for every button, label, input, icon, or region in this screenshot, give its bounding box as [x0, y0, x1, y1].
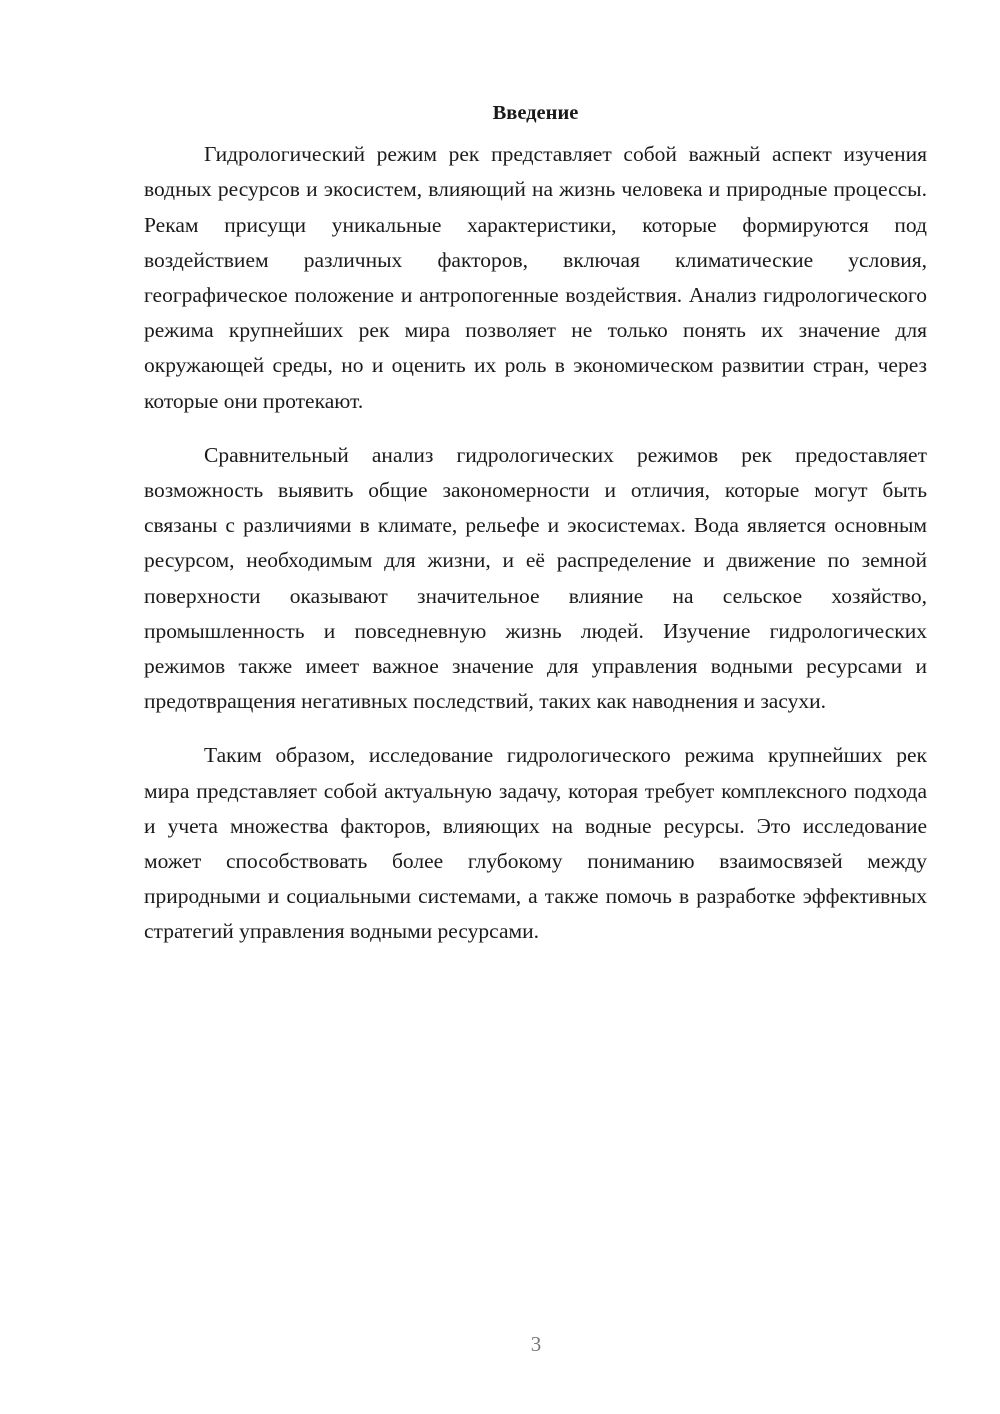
- paragraph-3: Таким образом, исследование гидрологического режима крупнейших рек мира представляет собой актуальную задачу, которая требует комплексного подхода и учета множества факторов, влияющих на водные ресурсы. Это исследование может способствовать более глубокому пониманию взаимосвязей между природными и социальными системами, а также помочь в разработке эффективных стратегий управления водными ресурсами.: [144, 743, 927, 944]
- section-heading: Введение: [492, 102, 579, 124]
- paragraph-2: Сравнительный анализ гидрологических режимов рек предоставляет возможность выявить общие закономерности и отличия, которые могут быть связаны с различиями в климате, рельефе и экосистемах. Вода является основным ресурсом, необходимым для жизни, и её распределение и движение по земной поверхности оказывают значительное влияние на сельское хозяйство, промышленность и повседневную жизнь людей. Изучение гидрологических режимов также имеет важное значение для управления водными ресурсами и предотвращения негативных последствий, таких как наводнения и засухи.: [144, 442, 927, 714]
- paragraph-1: Гидрологический режим рек представляет собой важный аспект изучения водных ресурсов и экосистем, влияющий на жизнь человека и природные процессы. Рекам присущи уникальные характеристики, которые формируются под воздействием различных факторов, включая климатические условия, географическое положение и антропогенные воздействия. Анализ гидрологического режима крупнейших рек мира позволяет не только понять их значение для окружающей среды, но и оценить их роль в экономическом развитии стран, через которые они протекают.: [144, 142, 927, 413]
- page-number: 3: [530, 1332, 542, 1356]
- page-content: [144, 96, 927, 969]
